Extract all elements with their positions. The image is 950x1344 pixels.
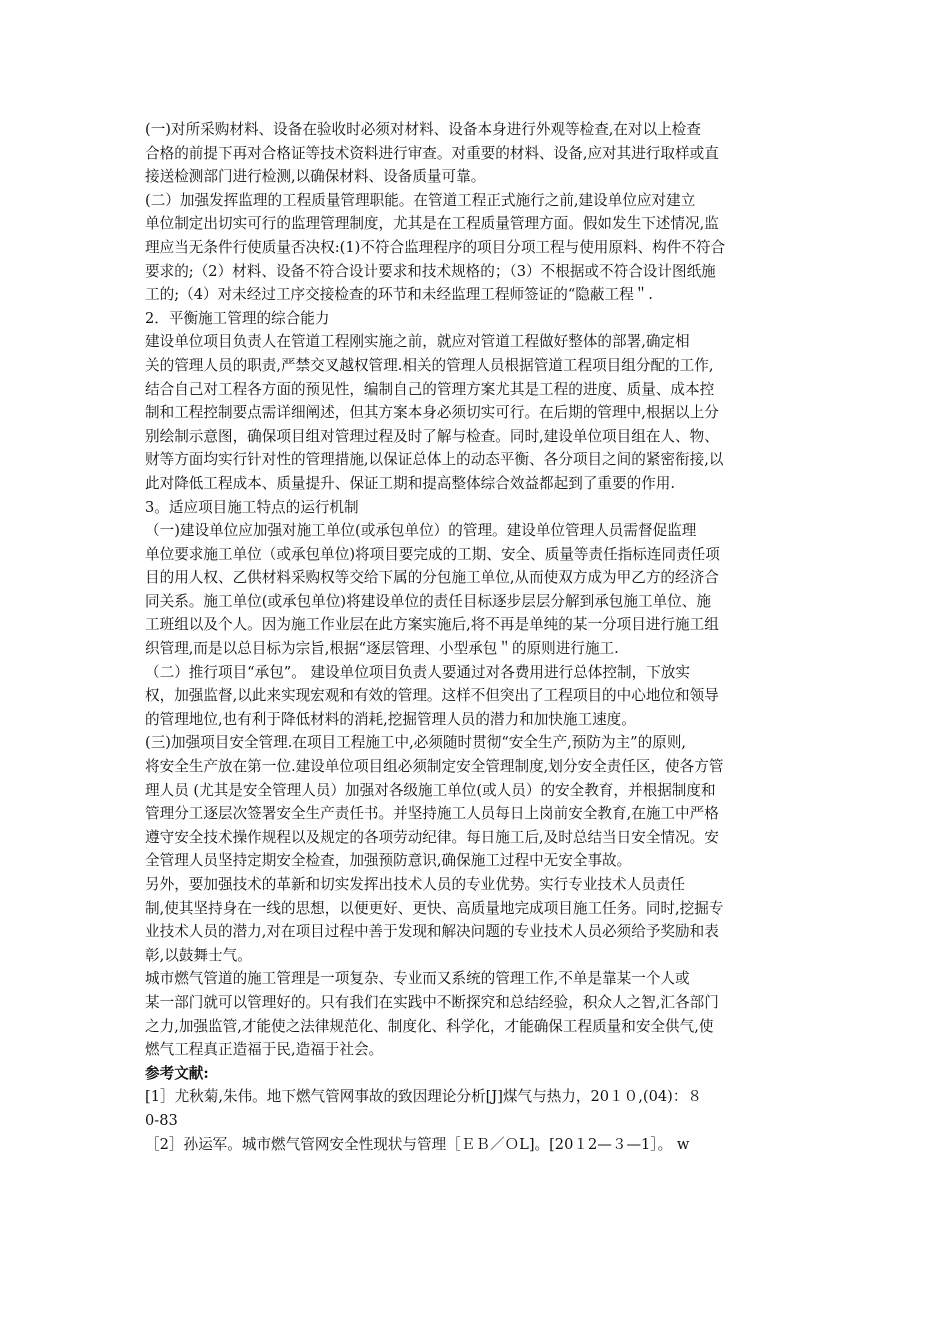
text-line: 织管理,而是以总目标为宗旨,根据“逐层管理、小型承包＂的原则进行施工. [145, 640, 619, 658]
paragraph-p2 [145, 189, 813, 307]
text-line: ［2］孙运军。城市燃气管网安全性现状与管理［ＥＢ／ＯL]。[20１2—３—1］。 w [145, 1135, 690, 1153]
text-line: 权，加强监督,以此来实现宏观和有效的管理。这样不但突出了工程项目的中心地位和领导 [145, 687, 719, 705]
text-line: 遵守安全技术操作规程以及规定的各项劳动纪律。每日施工后,及时总结当日安全情况。安 [145, 828, 719, 846]
text-line: 城市燃气管道的施工管理是一项复杂、专业而又系统的管理工作,不单是靠某一个人或 [145, 970, 690, 988]
text-line: (一)对所采购材料、设备在验收时必须对材料、设备本身进行外观等检查,在对以上检查 [145, 121, 701, 138]
text-line: 建设单位项目负责人在管道工程刚实施之前，就应对管道工程做好整体的部署,确定相 [145, 333, 690, 351]
references-heading [145, 1062, 813, 1086]
text-line: 某一部门就可以管理好的。只有我们在实践中不断探究和总结经验，积众人之智,汇各部门 [145, 993, 719, 1011]
text-line: 理人员 (尤其是安全管理人员）加强对各级施工单位(或人员）的安全教育，并根据制度和 [145, 781, 716, 799]
text-line: 彰,以鼓舞士气。 [145, 946, 252, 964]
text-line: 制和工程控制要点需详细阐述，但其方案本身必须切实可行。在后期的管理中,根据以上分 [145, 404, 719, 422]
text-line: 将安全生产放在第一位.建设单位项目组必须制定安全管理制度,划分安全责任区，使各方管 [145, 758, 724, 776]
paragraph-p4 [145, 330, 813, 495]
text-line: 工的;（4）对未经过工序交接检查的环节和未经监理工程师签证的“隐蔽工程＂. [145, 286, 653, 304]
text-line: (三)加强项目安全管理.在项目工程施工中,必须随时贯彻“安全生产,预防为主”的原则, [145, 734, 687, 752]
text-line: 目的用人权、乙供材料采购权等交给下属的分包施工单位,从而使双方成为甲乙方的经济合 [145, 569, 719, 587]
text-line: 3。适应项目施工特点的运行机制 [145, 498, 359, 516]
paragraph-p1 [145, 118, 813, 189]
text-line: 接送检测部门进行检测,以确保材料、设备质量可靠。 [145, 168, 486, 186]
text-line: 全管理人员坚持定期安全检查，加强预防意识,确保施工过程中无安全事故。 [145, 852, 632, 870]
text-line: 制,使其坚持身在一线的思想，以便更好、更快、高质量地完成项目施工任务。同时,挖掘专 [145, 899, 724, 917]
paragraph-p8 [145, 731, 813, 873]
text-line: 结合自己对工程各方面的预见性，编制自己的管理方案尤其是工程的进度、质量、成本控 [145, 380, 715, 398]
text-line: 同关系。施工单位(或承包单位)将建设单位的责任目标逐步层层分解到承包施工单位、施 [145, 592, 711, 610]
text-line: 另外，要加强技术的革新和切实发挥出技术人员的专业优势。实行专业技术人员责任 [145, 876, 685, 893]
text-line: 2．平衡施工管理的综合能力 [145, 309, 330, 327]
text-line: 单位要求施工单位（或承包单位)将项目要完成的工期、安全、质量等责任指标连同责任项 [145, 545, 720, 563]
text-line: 理应当无条件行使质量否决权:(1)不符合监理程序的项目分项工程与使用原料、构件不符合 [145, 238, 726, 256]
paragraph-p7 [145, 661, 813, 732]
text-line: 合格的前提下再对合格证等技术资料进行审查。对重要的材料、设备,应对其进行取样或直 [145, 144, 719, 162]
text-line: 此对降低工程成本、质量提升、保证工期和提高整体综合效益都起到了重要的作用. [145, 474, 676, 492]
text-line: 关的管理人员的职责,严禁交叉越权管理.相关的管理人员根据管道工程项目组分配的工作, [145, 356, 714, 374]
paragraph-p6 [145, 519, 813, 661]
text-line: 别绘制示意图，确保项目组对管理过程及时了解与检查。同时,建设单位项目组在人、物、 [145, 427, 719, 445]
text-line: (二）加强发挥监理的工程质量管理职能。在管道工程正式施行之前,建设单位应对建立 [145, 191, 696, 209]
text-line: 管理分工逐层次签署安全生产责任书。并坚持施工人员每日上岗前安全教育,在施工中严格 [145, 805, 719, 823]
text-line: 财等方面均实行针对性的管理措施,以保证总体上的动态平衡、各分项目之间的紧密衔接,以 [145, 451, 724, 469]
paragraph-p9 [145, 873, 813, 967]
references-heading-text: 参考文献: [145, 1064, 209, 1082]
text-line: [1］尤秋菊,朱伟。地下燃气管网事故的致因理论分析[J]煤气与热力，20１０,(04)：８ [145, 1088, 703, 1106]
reference-item [145, 1085, 813, 1132]
text-line: 工班组以及个人。因为施工作业层在此方案实施后,将不再是单纯的某一分项目进行施工组 [145, 616, 719, 634]
text-line: 燃气工程真正造福于民,造福于社会。 [145, 1041, 384, 1059]
text-line: 单位制定出切实可行的监理管理制度，尤其是在工程质量管理方面。假如发生下述情况,监 [145, 215, 719, 233]
text-line: （二）推行项目“承包”。 建设单位项目负责人要通过对各费用进行总体控制，下放实 [145, 663, 690, 681]
reference-item [145, 1133, 813, 1157]
text-line: 要求的;（2）材料、设备不符合设计要求和技术规格的；（3）不根据或不符合设计图纸施 [145, 262, 716, 280]
text-line: 业技术人员的潜力,对在项目过程中善于发现和解决问题的专业技术人员必须给予奖励和表 [145, 923, 719, 941]
text-line: 0-83 [145, 1111, 178, 1129]
paragraph-p10 [145, 967, 813, 1061]
paragraph-p3 [145, 307, 813, 331]
text-line: 之力,加强监管,才能使之法律规范化、制度化、科学化，才能确保工程质量和安全供气,使 [145, 1017, 714, 1035]
paragraph-p5 [145, 496, 813, 520]
text-line: （一)建设单位应加强对施工单位(或承包单位）的管理。建设单位管理人员需督促监理 [145, 522, 697, 540]
document-body [145, 118, 813, 1156]
text-line: 的管理地位,也有利于降低材料的消耗,挖掘管理人员的潜力和加快施工速度。 [145, 710, 636, 728]
